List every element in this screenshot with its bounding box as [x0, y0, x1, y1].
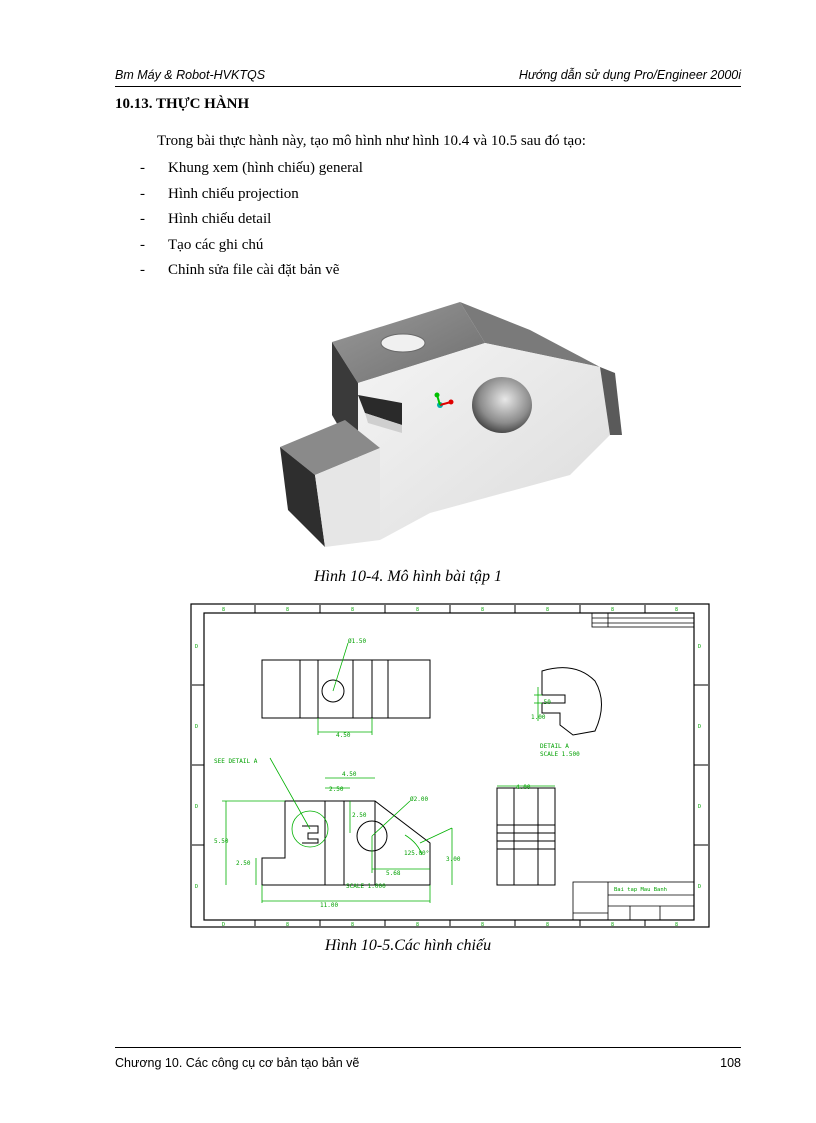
border-mark: 8	[222, 607, 226, 613]
list-item	[140, 211, 363, 237]
dim-dia-top: Ø1.50	[348, 638, 367, 645]
border-mark: 8	[481, 607, 485, 613]
list-item-text: Chỉnh sửa file cài đặt bản vẽ	[168, 262, 340, 278]
drawing-sheet-figure	[190, 603, 710, 928]
list-item-text: Khung xem (hình chiếu) general	[168, 160, 363, 176]
axis-y-tip-icon	[435, 393, 440, 398]
border-mark: 8	[611, 607, 615, 613]
border-mark: 8	[546, 922, 550, 928]
list-item	[140, 160, 363, 186]
model-3d-figure	[270, 295, 630, 555]
border-mark: D	[195, 724, 199, 730]
list-item	[140, 237, 363, 263]
border-mark: 8	[675, 922, 679, 928]
dim-568: 5.68	[386, 870, 401, 877]
list-item	[140, 186, 363, 212]
dim-250-c: 2.50	[236, 860, 251, 867]
border-mark: D	[195, 644, 199, 650]
dim-450: 4.50	[342, 771, 357, 778]
page-footer	[115, 1047, 741, 1070]
sheet-outer-border	[191, 604, 709, 927]
axis-x-tip-icon	[449, 400, 454, 405]
top-hole	[381, 334, 425, 352]
list-item-text: Hình chiếu detail	[168, 211, 272, 227]
border-mark: D	[698, 884, 702, 890]
border-mark: 8	[546, 607, 550, 613]
title-block-name: Bai tap Mau Banh	[614, 887, 667, 893]
bullet-marker: -	[140, 262, 145, 278]
detail-title: DETAIL A	[540, 743, 569, 750]
dim-550: 5.50	[214, 838, 229, 845]
bullet-marker: -	[140, 236, 145, 253]
section-title: 10.13. THỰC HÀNH	[115, 96, 250, 112]
detail-scale: SCALE 1.500	[540, 751, 580, 758]
detail-dim-1: .50	[540, 699, 551, 706]
dim-dia-front: Ø2.00	[410, 796, 429, 803]
border-mark: 8	[351, 922, 355, 928]
dim-1100: 11.00	[320, 902, 339, 909]
dim-top-width: 4.50	[336, 732, 351, 739]
bullet-marker: -	[140, 185, 145, 202]
header-left: Bm Máy & Robot-HVKTQS	[115, 68, 266, 82]
intro-paragraph: Trong bài thực hành này, tạo mô hình như hình 10.4 và 10.5 sau đó tạo:	[157, 133, 586, 149]
dim-side-width: 4.00	[516, 784, 531, 791]
front-face	[358, 343, 610, 540]
border-mark: D	[698, 724, 702, 730]
see-detail-label: SEE DETAIL A	[214, 758, 258, 765]
dim-250-a: 2.50	[329, 786, 344, 793]
border-mark: D	[698, 804, 702, 810]
page-header	[115, 68, 741, 87]
border-mark: D	[222, 922, 226, 928]
figure-10-4-caption: Hình 10-4. Mô hình bài tập 1	[314, 568, 502, 585]
dim-angle: 125.00°	[404, 850, 430, 857]
border-mark: 8	[481, 922, 485, 928]
border-mark: 8	[286, 607, 290, 613]
bullet-marker: -	[140, 160, 145, 176]
border-mark: D	[698, 644, 702, 650]
border-mark: D	[195, 884, 199, 890]
dim-300: 3.00	[446, 856, 461, 863]
list-item-text: Hình chiếu projection	[168, 185, 299, 202]
list-item-text: Tạo các ghi chú	[168, 236, 264, 253]
border-mark: 8	[286, 922, 290, 928]
border-mark: 8	[351, 607, 355, 613]
list-item	[140, 262, 363, 288]
page-number: 108	[720, 1056, 741, 1070]
border-mark: D	[195, 804, 199, 810]
border-mark: 8	[611, 922, 615, 928]
dim-250-b: 2.50	[352, 812, 367, 819]
task-list	[140, 160, 363, 288]
figure-10-5-caption: Hình 10-5.Các hình chiếu	[324, 937, 492, 954]
detail-dim-2: 1.00	[531, 714, 546, 721]
border-mark: 8	[416, 607, 420, 613]
border-mark: 8	[416, 922, 420, 928]
border-mark: 8	[675, 607, 679, 613]
front-scale: SCALE 1.000	[346, 883, 386, 890]
front-hole	[472, 377, 532, 433]
header-right: Hướng dẫn sử dụng Pro/Engineer 2000i	[518, 68, 741, 82]
footer-chapter: Chương 10. Các công cụ cơ bản tạo bản vẽ	[115, 1056, 360, 1070]
bullet-marker: -	[140, 211, 145, 227]
